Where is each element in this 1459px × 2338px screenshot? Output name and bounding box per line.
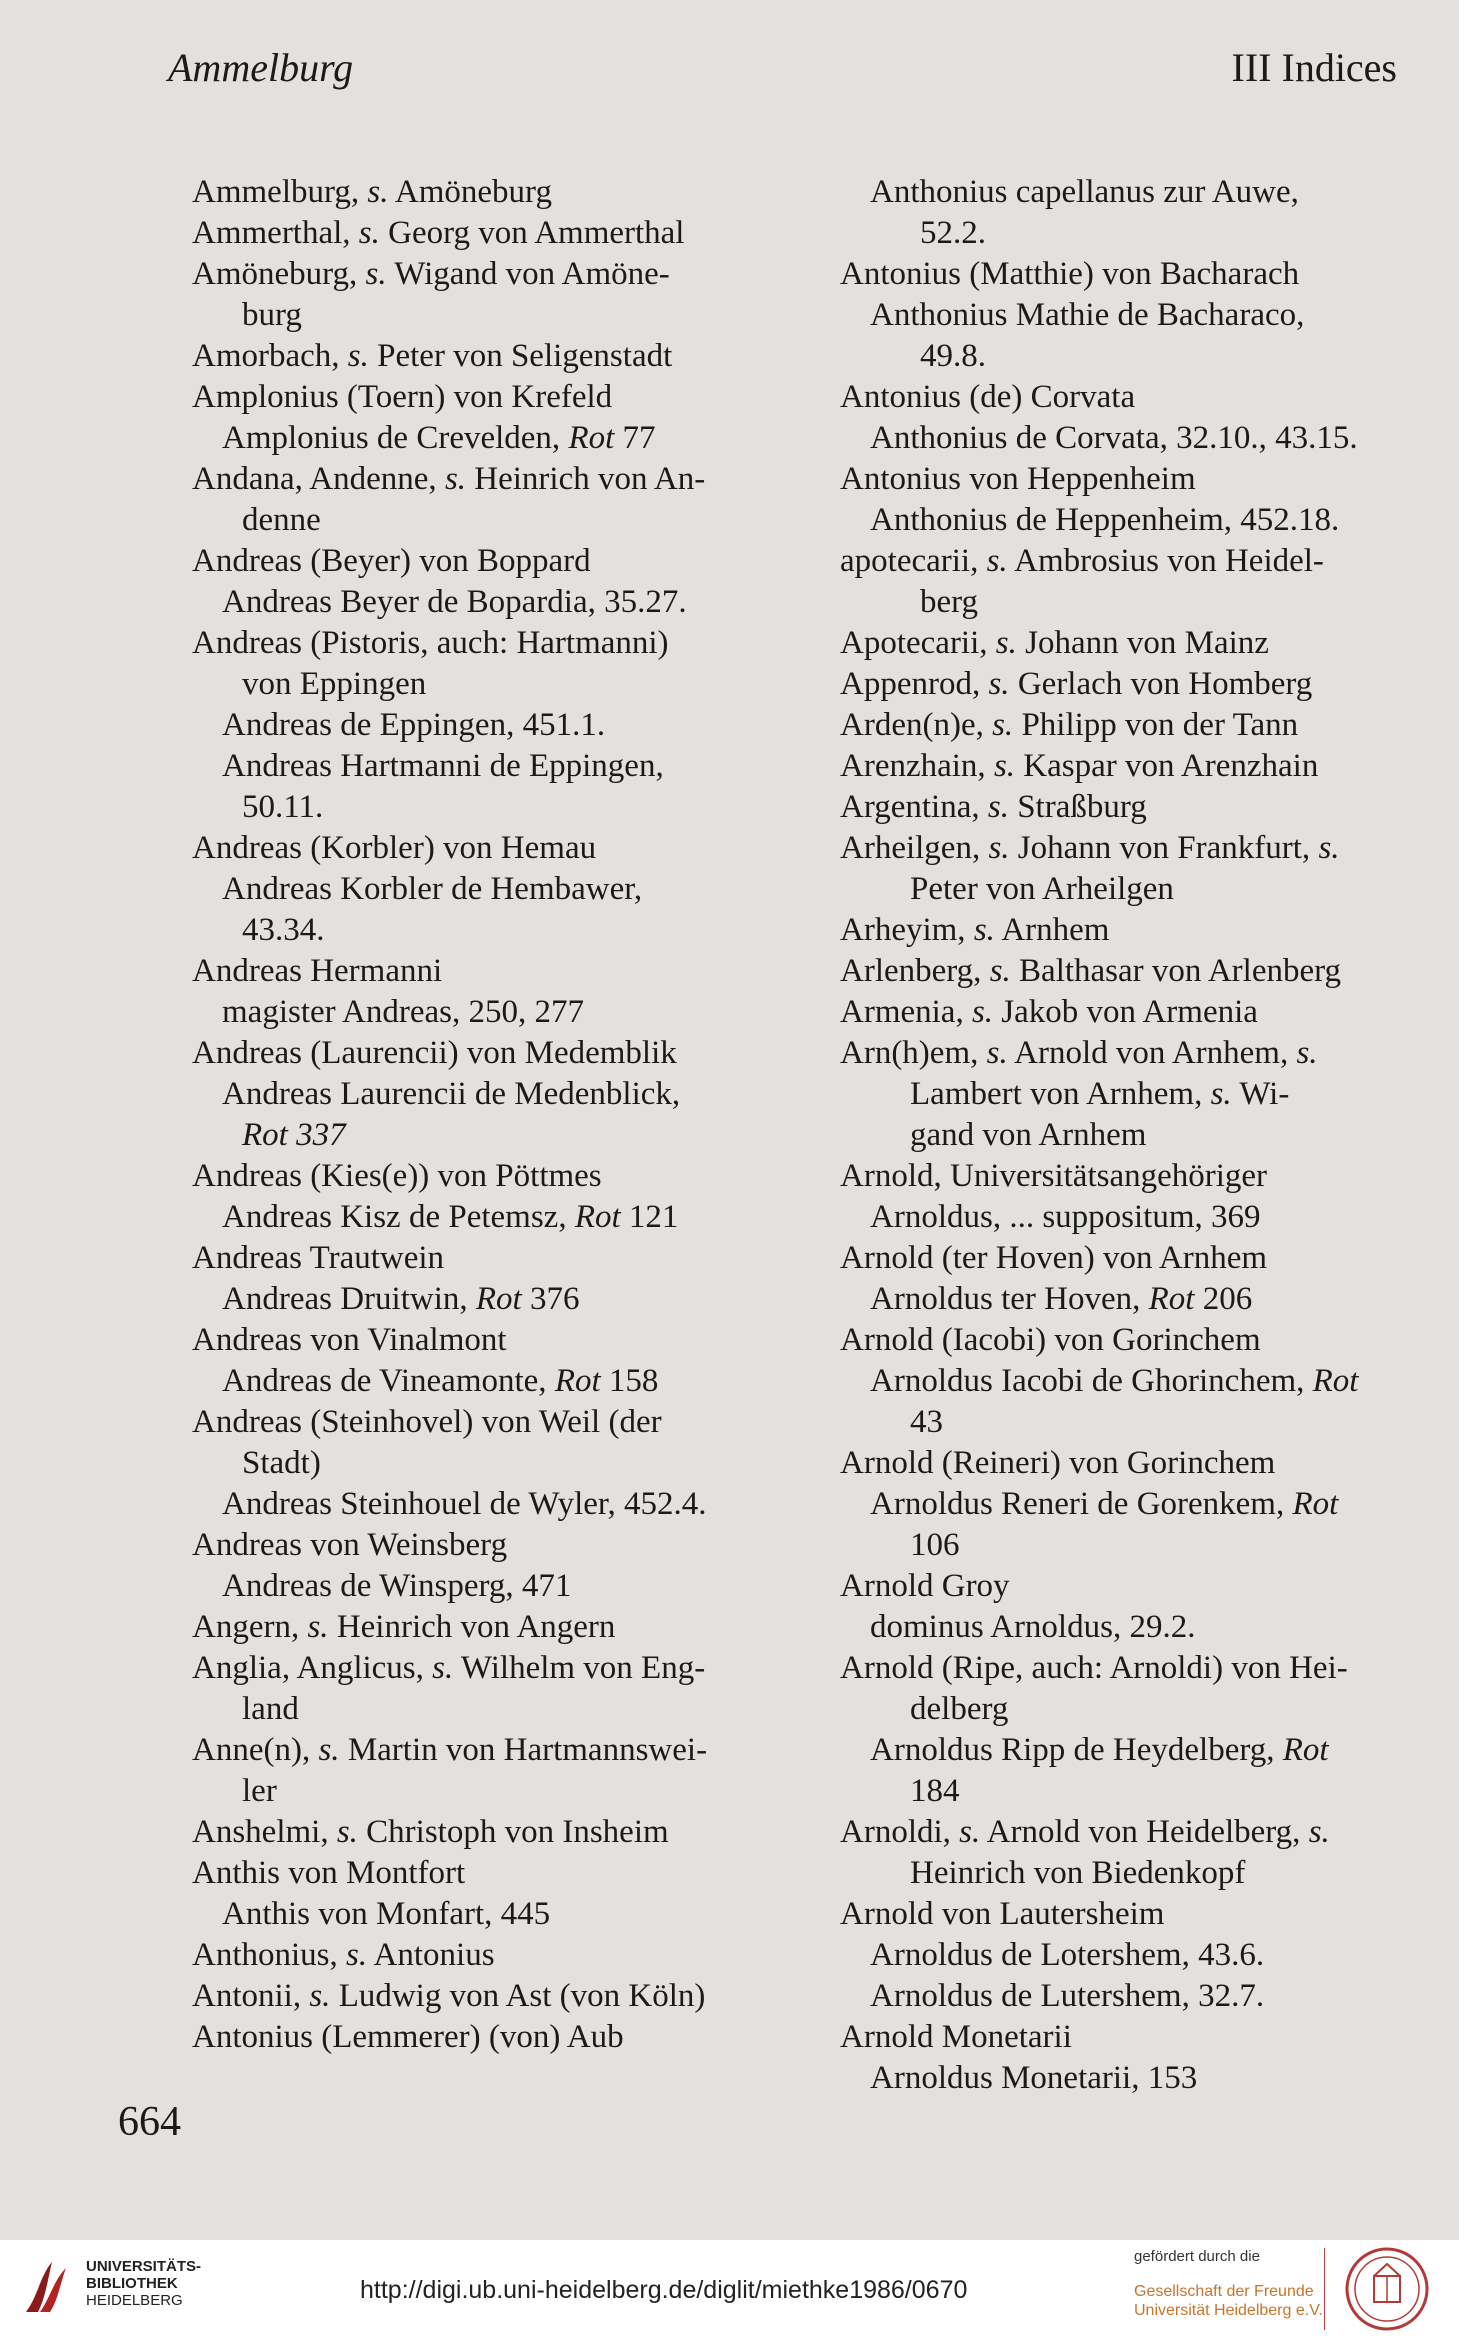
index-entry: Anthonius Mathie de Bacharaco, — [870, 297, 1305, 333]
index-entry: gand von Arnhem — [910, 1117, 1147, 1153]
index-entry: Arnoldus Ripp de Heydelberg, Rot — [870, 1732, 1329, 1768]
index-entry: Amorbach, s. Peter von Seligenstadt — [192, 338, 673, 374]
index-entry: Andreas Kisz de Petemsz, Rot 121 — [222, 1199, 679, 1235]
library-name: UNIVERSITÄTS- BIBLIOTHEK HEIDELBERG — [86, 2258, 202, 2309]
index-entry: Arnoldus Reneri de Gorenkem, Rot — [870, 1486, 1339, 1522]
index-entry: Andreas Laurencii de Medenblick, — [222, 1076, 681, 1112]
footer-divider — [1324, 2248, 1325, 2330]
index-entry: Anthonius de Heppenheim, 452.18. — [870, 502, 1340, 538]
index-entry: land — [242, 1691, 299, 1727]
index-entry: Antonii, s. Ludwig von Ast (von Köln) — [192, 1978, 706, 2014]
index-entry: Lambert von Arnhem, s. Wi- — [910, 1076, 1290, 1112]
index-entry: Anshelmi, s. Christoph von Insheim — [192, 1814, 669, 1850]
index-entry: Anthonius capellanus zur Auwe, — [870, 174, 1299, 210]
index-entry: 49.8. — [920, 338, 986, 374]
index-entry: Anthonius de Corvata, 32.10., 43.15. — [870, 420, 1358, 456]
index-entry: Arnoldus de Lotershem, 43.6. — [870, 1937, 1265, 1973]
index-entry: Andreas Hartmanni de Eppingen, — [222, 748, 664, 784]
index-entry: Ammelburg, s. Amöneburg — [192, 174, 552, 210]
index-entry: Andreas Trautwein — [192, 1240, 445, 1276]
index-entry: Anne(n), s. Martin von Hartmannswei- — [192, 1732, 708, 1768]
index-entry: 43.34. — [242, 912, 325, 948]
index-entry: Arden(n)e, s. Philipp von der Tann — [840, 707, 1299, 743]
index-entry: Apotecarii, s. Johann von Mainz — [840, 625, 1269, 661]
index-entry: Arnoldus, ... suppositum, 369 — [870, 1199, 1261, 1235]
index-entry: Andana, Andenne, s. Heinrich von An- — [192, 461, 706, 497]
index-entry: Armenia, s. Jakob von Armenia — [840, 994, 1258, 1030]
index-entry: Andreas (Kies(e)) von Pöttmes — [192, 1158, 602, 1194]
index-entry: Andreas (Pistoris, auch: Hartmanni) — [192, 625, 669, 661]
index-entry: Andreas de Winsperg, 471 — [222, 1568, 572, 1604]
index-entry: Arnoldus de Lutershem, 32.7. — [870, 1978, 1265, 2014]
index-entry: Amplonius (Toern) von Krefeld — [192, 379, 613, 415]
index-entry: delberg — [910, 1691, 1009, 1727]
index-entry: Andreas (Korbler) von Hemau — [192, 830, 597, 866]
index-entry: Arnoldus ter Hoven, Rot 206 — [870, 1281, 1253, 1317]
index-entry: Antonius von Heppenheim — [840, 461, 1196, 497]
index-entry: denne — [242, 502, 321, 538]
sponsor-society: Gesellschaft der Freunde Universität Heidelberg e.V. — [1134, 2283, 1323, 2319]
permalink-url[interactable]: http://digi.ub.uni-heidelberg.de/diglit/miethke1986/0670 — [360, 2276, 968, 2304]
index-entry: Arnold, Universitätsangehöriger — [840, 1158, 1268, 1194]
index-entry: Arnoldus Iacobi de Ghorinchem, Rot — [870, 1363, 1359, 1399]
index-entry: Amöneburg, s. Wigand von Amöne- — [192, 256, 670, 292]
university-seal-icon — [1344, 2246, 1430, 2332]
library-logo-icon — [18, 2256, 74, 2318]
index-entry: von Eppingen — [242, 666, 427, 702]
index-entry: Arnold Monetarii — [840, 2019, 1072, 2055]
index-entry: 184 — [910, 1773, 960, 1809]
index-column-left — [112, 172, 732, 2058]
index-entry: berg — [920, 584, 979, 620]
sponsor-label: gefördert durch die — [1134, 2248, 1260, 2265]
index-column-right — [800, 172, 1400, 2099]
index-entry: Arnoldus Monetarii, 153 — [870, 2060, 1198, 2096]
index-entry: Arnold (Reineri) von Gorinchem — [840, 1445, 1276, 1481]
index-entry: Rot 337 — [242, 1117, 346, 1153]
index-entry: Andreas (Laurencii) von Medemblik — [192, 1035, 677, 1071]
index-entry: 106 — [910, 1527, 960, 1563]
index-entry: Antonius (Lemmerer) (von) Aub — [192, 2019, 624, 2055]
index-entry: Arnold (Iacobi) von Gorinchem — [840, 1322, 1261, 1358]
index-entry: Ammerthal, s. Georg von Ammerthal — [192, 215, 685, 251]
index-entry: Andreas Hermanni — [192, 953, 443, 989]
index-entry: apotecarii, s. Ambrosius von Heidel- — [840, 543, 1324, 579]
index-entry: Andreas von Weinsberg — [192, 1527, 508, 1563]
index-entry: Andreas (Steinhovel) von Weil (der — [192, 1404, 662, 1440]
index-entry: Arnold (Ripe, auch: Arnoldi) von Hei- — [840, 1650, 1348, 1686]
index-entry: 52.2. — [920, 215, 986, 251]
index-entry: burg — [242, 297, 302, 333]
index-entry: Antonius (Matthie) von Bacharach — [840, 256, 1300, 292]
index-entry: magister Andreas, 250, 277 — [222, 994, 585, 1030]
index-entry: Arnoldi, s. Arnold von Heidelberg, s. — [840, 1814, 1330, 1850]
index-entry: Anthonius, s. Antonius — [192, 1937, 495, 1973]
index-entry: Peter von Arheilgen — [910, 871, 1174, 907]
index-entry: Argentina, s. Straßburg — [840, 789, 1147, 825]
index-entry: Arnold Groy — [840, 1568, 1010, 1604]
index-entry: dominus Arnoldus, 29.2. — [870, 1609, 1196, 1645]
index-entry: Anthis von Montfort — [192, 1855, 466, 1891]
index-entry: Antonius (de) Corvata — [840, 379, 1136, 415]
index-entry: Andreas de Vineamonte, Rot 158 — [222, 1363, 659, 1399]
index-entry: Heinrich von Biedenkopf — [910, 1855, 1246, 1891]
index-entry: 43 — [910, 1404, 943, 1440]
index-entry: Arnold (ter Hoven) von Arnhem — [840, 1240, 1268, 1276]
index-entry: Andreas Korbler de Hembawer, — [222, 871, 643, 907]
index-entry: Amplonius de Crevelden, Rot 77 — [222, 420, 656, 456]
index-entry: ler — [242, 1773, 277, 1809]
index-entry: Arlenberg, s. Balthasar von Arlenberg — [840, 953, 1342, 989]
index-entry: Arnold von Lautersheim — [840, 1896, 1165, 1932]
index-entry: Stadt) — [242, 1445, 321, 1481]
digitization-footer — [0, 2240, 1459, 2338]
index-entry: Andreas Druitwin, Rot 376 — [222, 1281, 580, 1317]
index-entry: Arn(h)em, s. Arnold von Arnhem, s. — [840, 1035, 1318, 1071]
index-entry: Anglia, Anglicus, s. Wilhelm von Eng- — [192, 1650, 706, 1686]
index-entry: Andreas de Eppingen, 451.1. — [222, 707, 606, 743]
index-entry: Anthis von Monfart, 445 — [222, 1896, 551, 1932]
index-entry: Andreas Beyer de Bopardia, 35.27. — [222, 584, 687, 620]
page-number: 664 — [118, 2099, 181, 2145]
index-entry: Arheyim, s. Arnhem — [840, 912, 1110, 948]
index-entry: Appenrod, s. Gerlach von Homberg — [840, 666, 1313, 702]
index-entry: 50.11. — [242, 789, 324, 825]
index-entry: Andreas (Beyer) von Boppard — [192, 543, 591, 579]
index-entry: Arenzhain, s. Kaspar von Arenzhain — [840, 748, 1319, 784]
index-entry: Andreas Steinhouel de Wyler, 452.4. — [222, 1486, 707, 1522]
index-entry: Arheilgen, s. Johann von Frankfurt, s. — [840, 830, 1340, 866]
index-entry: Angern, s. Heinrich von Angern — [192, 1609, 616, 1645]
running-title-left: Ammelburg — [168, 45, 354, 90]
running-title-right: III Indices — [1231, 45, 1397, 90]
index-entry: Andreas von Vinalmont — [192, 1322, 507, 1358]
